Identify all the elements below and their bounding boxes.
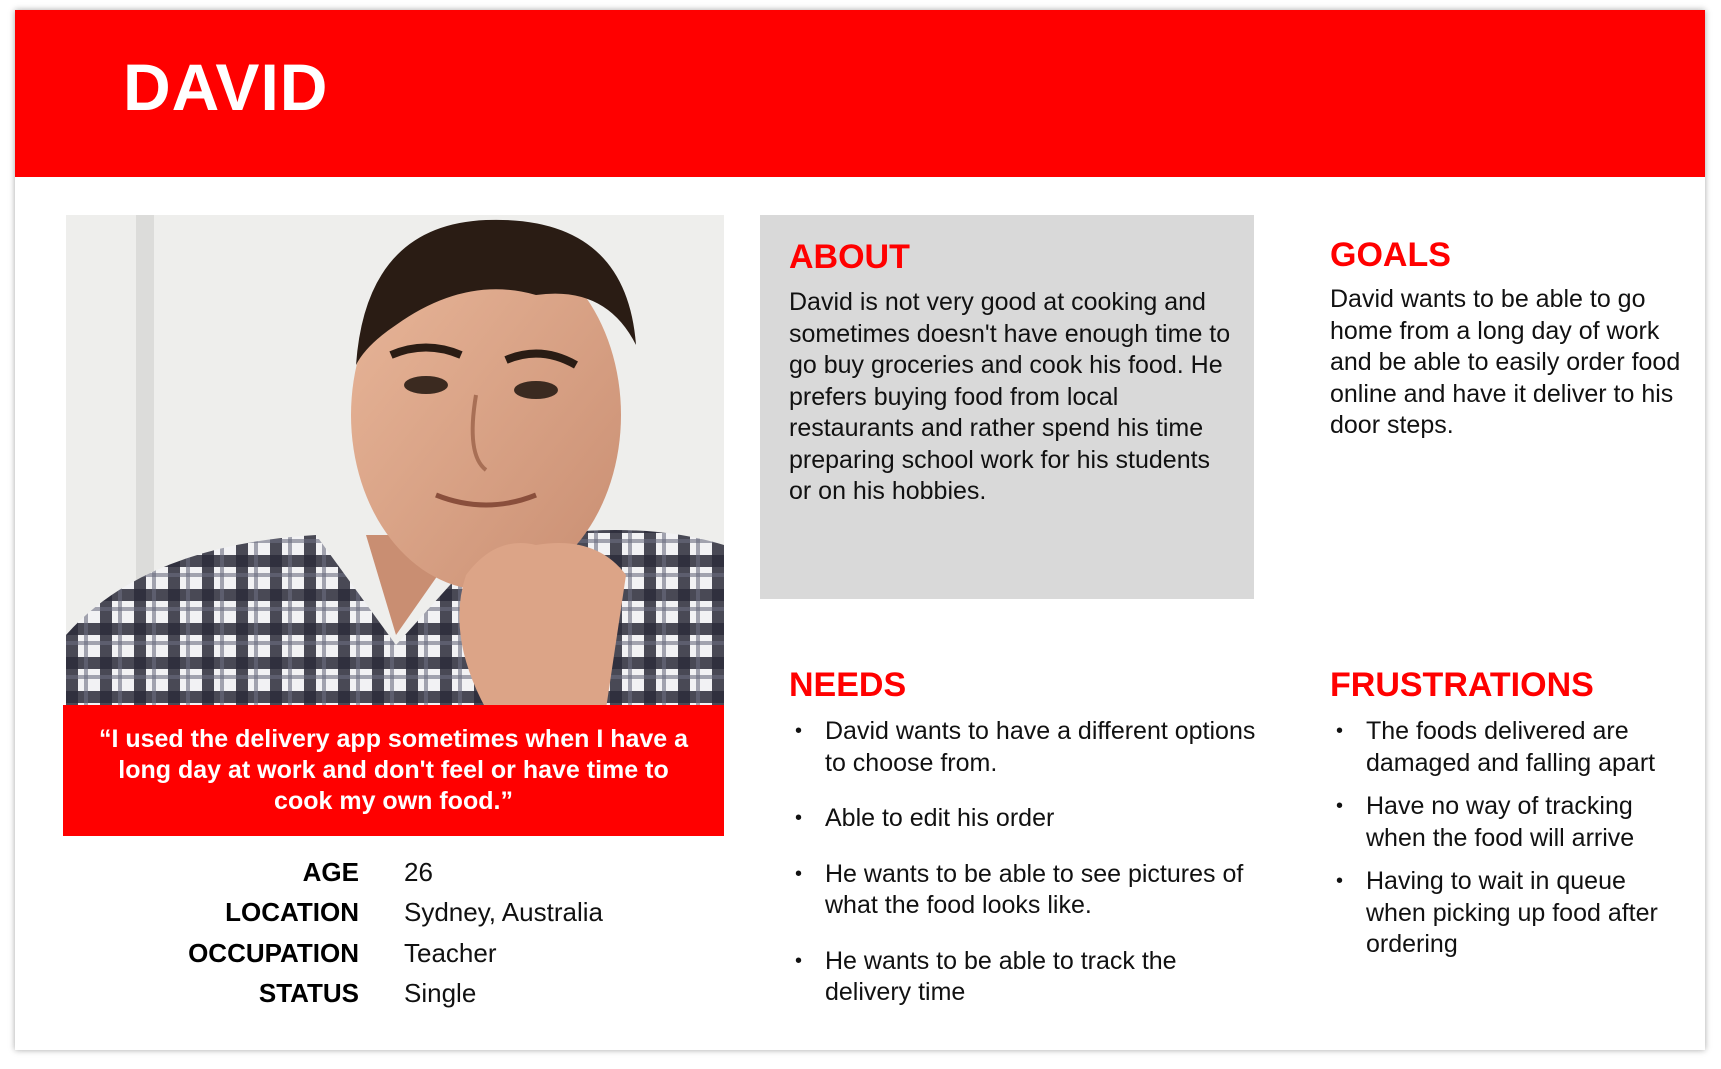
bullet-icon: • — [795, 807, 803, 829]
needs-item-text: David wants to have a different options to choose from. — [825, 717, 1256, 777]
persona-card — [15, 10, 1705, 1050]
frustrations-item-text: The foods delivered are damaged and falling apart — [1366, 717, 1656, 777]
demo-row-occupation — [63, 933, 683, 973]
goals-text: David wants to be able to go home from a long day of work and be able to easily order food online and have it deliver to his door steps. — [1330, 285, 1681, 439]
persona-quote: “I used the delivery app sometimes when I have a long day at work and don't feel or have time to cook my own food.” — [98, 725, 689, 815]
about-section — [760, 215, 1254, 599]
demo-row-location — [63, 892, 683, 933]
bullet-icon: • — [795, 720, 803, 742]
demo-row-age — [63, 852, 683, 892]
demo-value: 26 — [404, 856, 433, 887]
demo-value: Sydney, Australia — [404, 897, 603, 927]
persona-photo-illustration — [66, 215, 724, 709]
about-title: ABOUT — [789, 238, 910, 276]
frustrations-item-text: Have no way of tracking when the food will arrive — [1366, 792, 1635, 852]
demo-label: OCCUPATION — [188, 937, 359, 968]
demo-value: Teacher — [404, 937, 497, 968]
bullet-icon: • — [1336, 870, 1344, 892]
frustrations-item-text: Having to wait in queue when picking up food after ordering — [1366, 867, 1658, 958]
frustrations-item — [1330, 866, 1690, 961]
bullet-icon: • — [1336, 720, 1344, 742]
frustrations-item — [1330, 716, 1690, 779]
goals-title: GOALS — [1330, 236, 1451, 274]
bullet-icon: • — [795, 862, 803, 885]
demo-row-status — [63, 973, 683, 1013]
needs-item — [789, 946, 1259, 1009]
bullet-icon: • — [795, 949, 803, 972]
needs-item — [789, 716, 1259, 779]
goals-section — [1330, 238, 1690, 442]
demographics — [63, 852, 683, 1013]
frustrations-list — [1330, 716, 1690, 961]
header-banner — [15, 10, 1705, 177]
needs-item — [789, 803, 1259, 835]
frustrations-item — [1330, 791, 1690, 854]
needs-item-text: He wants to be able to track the delivery time — [825, 946, 1177, 1006]
demo-value: Single — [404, 977, 477, 1008]
needs-title: NEEDS — [789, 666, 907, 704]
needs-item-text: Able to edit his order — [825, 804, 1055, 832]
persona-photo — [66, 215, 724, 709]
demo-label: STATUS — [258, 977, 359, 1008]
frustrations-section — [1330, 668, 1690, 973]
needs-section — [789, 668, 1259, 1033]
quote-banner — [63, 705, 724, 836]
frustrations-title: FRUSTRATIONS — [1330, 666, 1594, 704]
bullet-icon: • — [1336, 795, 1344, 817]
needs-item-text: He wants to be able to see pictures of what the food looks like. — [825, 859, 1244, 919]
persona-name: DAVID — [123, 50, 329, 124]
needs-list — [789, 716, 1259, 1009]
demo-label: LOCATION — [225, 897, 359, 927]
needs-item — [789, 859, 1259, 922]
about-text: David is not very good at cooking and sometimes doesn't have enough time to go buy groceries and cook his food. He prefers buying food from local restaurants and rather spend his time preparing school work for his students or on his hobbies. — [789, 288, 1231, 505]
demo-label: AGE — [302, 856, 359, 887]
